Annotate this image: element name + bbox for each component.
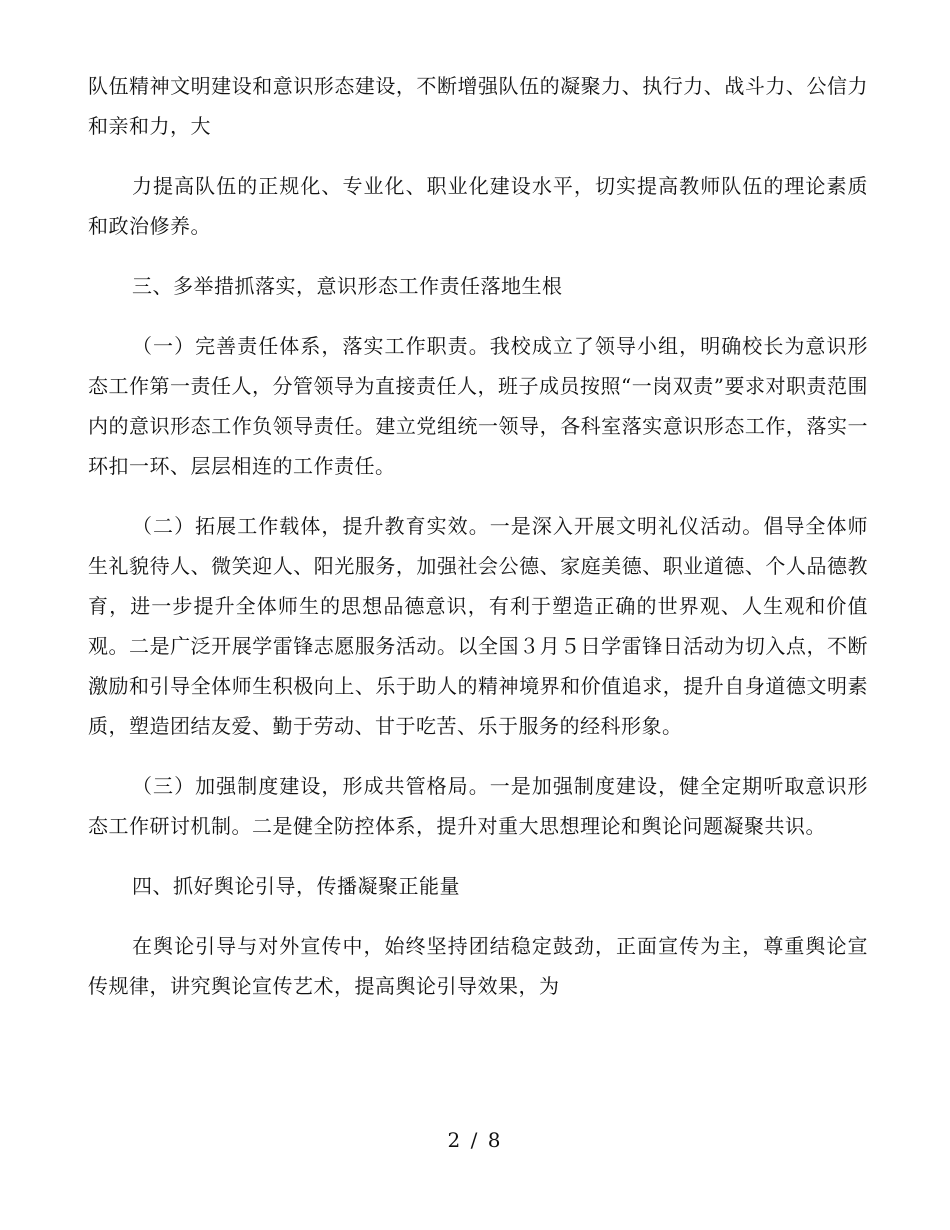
paragraph-work-carrier: （二）拓展工作载体，提升教育实效。一是深入开展文明礼仪活动。倡导全体师生礼貌待人、微笑迎人、阳光服务，加强社会公德、家庭美德、职业道德、个人品德教育，进一步提升全体师生的思想品德意识，有利于塑造正确的世界观、人生观和价值观。二是广泛开展学雷锋志愿服务活动。以全国３月５日学雷锋日活动为切入点，不断激励和引导全体师生积极向上、乐于助人的精神境界和价值追求，提升自身道德文明素质，塑造团结友爱、勤于劳动、甘于吃苦、乐于服务的经科形象。 [88,514,868,738]
page-number: 2 / 8 [447,1128,503,1152]
paragraph-public-opinion: 在舆论引导与对外宣传中，始终坚持团结稳定鼓劲，正面宣传为主，尊重舆论宣传规律，讲究舆论宣传艺术，提高舆论引导效果，为 [88,934,868,998]
document-body [88,66,868,1026]
section-heading-three: 三、多举措抓落实，意识形态工作责任落地生根 [132,274,563,298]
section-heading-four: 四、抓好舆论引导，传播凝聚正能量 [132,874,460,898]
paragraph-responsibility-system: （一）完善责任体系，落实工作职责。我校成立了领导小组，明确校长为意识形态工作第一责任人，分管领导为直接责任人，班子成员按照“一岗双责”要求对职责范围内的意识形态工作负领导责任。建立党组统一领导，各科室落实意识形态工作，落实一环扣一环、层层相连的工作责任。 [88,334,868,478]
paragraph-continued: 队伍精神文明建设和意识形态建设，不断增强队伍的凝聚力、执行力、战斗力、公信力和亲和力，大 [88,74,868,138]
paragraph-team-quality: 力提高队伍的正规化、专业化、职业化建设水平，切实提高教师队伍的理论素质和政治修养。 [88,174,868,238]
paragraph-system-building: （三）加强制度建设，形成共管格局。一是加强制度建设，健全定期听取意识形态工作研讨机制。二是健全防控体系，提升对重大思想理论和舆论问题凝聚共识。 [88,774,868,838]
